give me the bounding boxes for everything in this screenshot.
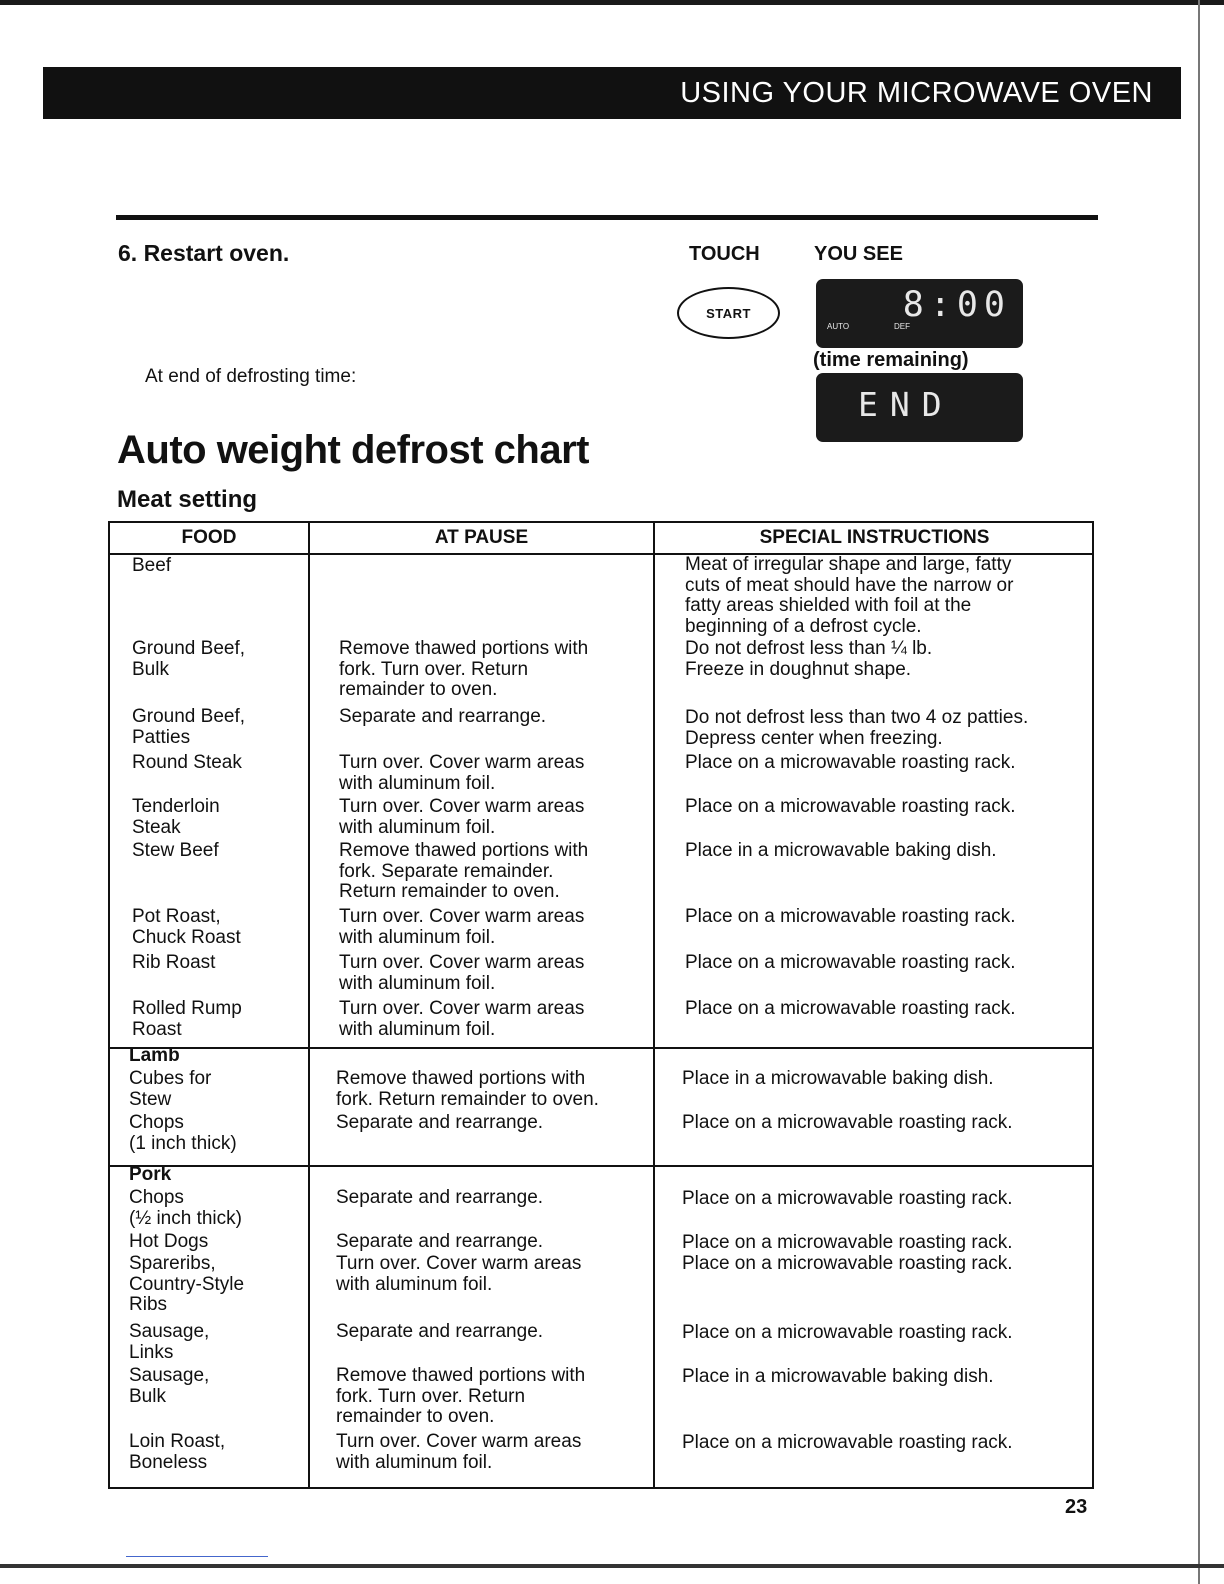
- food-cell: Chops (1 inch thick): [129, 1112, 237, 1154]
- scan-edge-bottom: [0, 1564, 1224, 1568]
- food-cell: Sausage, Bulk: [129, 1365, 210, 1407]
- special-instructions-cell: Place on a microwavable roasting rack.: [682, 1322, 1013, 1343]
- you-see-label: YOU SEE: [814, 243, 903, 265]
- special-instructions-cell: Place on a microwavable roasting rack.: [682, 1432, 1013, 1453]
- food-cell: Cubes for Stew: [129, 1068, 212, 1110]
- column-header-at-pause: AT PAUSE: [434, 527, 529, 548]
- at-pause-cell: Turn over. Cover warm areas with aluminum foil.: [339, 998, 585, 1040]
- at-pause-cell: Separate and rearrange.: [336, 1112, 544, 1133]
- special-instructions-cell: Place on a microwavable roasting rack.: [685, 906, 1016, 927]
- section-pork: [110, 1166, 1092, 1489]
- food-cell: Ground Beef, Patties: [132, 706, 246, 748]
- section-lamb: [110, 1047, 1092, 1165]
- special-instructions-cell: Place on a microwavable roasting rack.: [682, 1252, 1013, 1274]
- special-instructions-cell: Place on a microwavable roasting rack.: [685, 998, 1016, 1019]
- at-pause-cell: Turn over. Cover warm areas with aluminum foil.: [339, 952, 585, 994]
- food-cell: Rib Roast: [132, 952, 216, 973]
- end-of-defrost-note: At end of defrosting time:: [145, 366, 357, 387]
- scan-edge-top: [0, 0, 1224, 5]
- display-end-readout: END: [858, 385, 954, 424]
- food-cell: Stew Beef: [132, 840, 219, 861]
- special-instructions-cell: Place in a microwavable baking dish.: [685, 840, 997, 861]
- special-instructions-cell: Place on a microwavable roasting rack.: [685, 752, 1016, 773]
- scan-underline: [126, 1556, 268, 1557]
- start-button-label: START: [706, 305, 751, 321]
- start-button[interactable]: [677, 287, 780, 339]
- column-header-special-instructions: SPECIAL INSTRUCTIONS: [759, 527, 990, 548]
- special-instructions-cell: Meat of irregular shape and large, fatty cuts of meat should have the narrow or fatty areas shielded with foil at the beginning of a defrost cycle.: [685, 554, 1014, 637]
- column-header-food: FOOD: [181, 527, 237, 548]
- at-pause-cell: Remove thawed portions with fork. Turn over. Return remainder to oven.: [339, 638, 589, 700]
- touch-label: TOUCH: [689, 243, 760, 265]
- at-pause-cell: Remove thawed portions with fork. Return remainder to oven.: [336, 1068, 599, 1110]
- at-pause-cell: Separate and rearrange.: [339, 706, 547, 727]
- oven-display-end: [816, 373, 1023, 442]
- at-pause-cell: Turn over. Cover warm areas with aluminum foil.: [339, 752, 585, 794]
- oven-display-time: [816, 279, 1023, 348]
- special-instructions-cell: Place in a microwavable baking dish.: [682, 1068, 994, 1089]
- section-title: Lamb: [129, 1045, 180, 1066]
- at-pause-cell: Separate and rearrange.: [336, 1187, 544, 1208]
- at-pause-cell: Turn over. Cover warm areas with aluminum foil.: [339, 796, 585, 838]
- section-rule: [116, 215, 1098, 220]
- at-pause-cell: Remove thawed portions with fork. Turn over. Return remainder to oven.: [336, 1365, 586, 1427]
- food-cell: Sausage, Links: [129, 1321, 210, 1363]
- food-cell: Spareribs, Country-Style Ribs: [129, 1253, 245, 1315]
- display-time-readout: 8:00: [902, 285, 1011, 325]
- time-remaining-note: (time remaining): [813, 349, 969, 371]
- scan-edge-right: [1198, 0, 1200, 1584]
- special-instructions-cell: Do not defrost less than ¼ lb. Freeze in doughnut shape.: [685, 638, 933, 680]
- header-title: USING YOUR MICROWAVE OVEN: [680, 77, 1153, 109]
- chart-title: Auto weight defrost chart: [117, 428, 589, 472]
- display-def-indicator: DEF: [894, 322, 910, 331]
- special-instructions-cell: Place on a microwavable roasting rack.: [685, 952, 1016, 973]
- special-instructions-cell: Place in a microwavable baking dish.: [682, 1366, 994, 1387]
- food-cell: Pot Roast, Chuck Roast: [132, 906, 241, 948]
- section-beef: [110, 555, 1092, 1047]
- food-cell: Hot Dogs: [129, 1231, 209, 1252]
- food-cell: Round Steak: [132, 752, 242, 773]
- special-instructions-cell: Place on a microwavable roasting rack.: [682, 1188, 1013, 1209]
- at-pause-cell: Turn over. Cover warm areas with aluminum foil.: [336, 1253, 582, 1295]
- food-cell: Ground Beef, Bulk: [132, 638, 246, 680]
- chart-subtitle: Meat setting: [117, 486, 258, 513]
- food-cell: Tenderloin Steak: [132, 796, 220, 838]
- at-pause-cell: Remove thawed portions with fork. Separate remainder. Return remainder to oven.: [339, 840, 589, 902]
- section-title: Beef: [132, 555, 172, 576]
- step-title: 6. Restart oven.: [118, 240, 290, 266]
- page-number: 23: [1065, 1496, 1088, 1518]
- at-pause-cell: Turn over. Cover warm areas with aluminum foil.: [339, 906, 585, 948]
- display-auto-indicator: AUTO: [827, 322, 850, 331]
- section-title: Pork: [129, 1164, 172, 1185]
- at-pause-cell: Separate and rearrange.: [336, 1231, 544, 1252]
- food-cell: Loin Roast, Boneless: [129, 1431, 226, 1473]
- at-pause-cell: Separate and rearrange.: [336, 1321, 544, 1342]
- special-instructions-cell: Place on a microwavable roasting rack.: [685, 796, 1016, 817]
- special-instructions-cell: Place on a microwavable roasting rack.: [682, 1112, 1013, 1133]
- special-instructions-cell: Do not defrost less than two 4 oz patties. Depress center when freezing.: [685, 707, 1029, 749]
- food-cell: Rolled Rump Roast: [132, 998, 242, 1040]
- at-pause-cell: Turn over. Cover warm areas with aluminum foil.: [336, 1431, 582, 1473]
- defrost-table: [108, 521, 1094, 1489]
- food-cell: Chops (½ inch thick): [129, 1187, 242, 1229]
- special-instructions-cell: Place on a microwavable roasting rack.: [682, 1232, 1013, 1253]
- header-bar: [43, 67, 1181, 119]
